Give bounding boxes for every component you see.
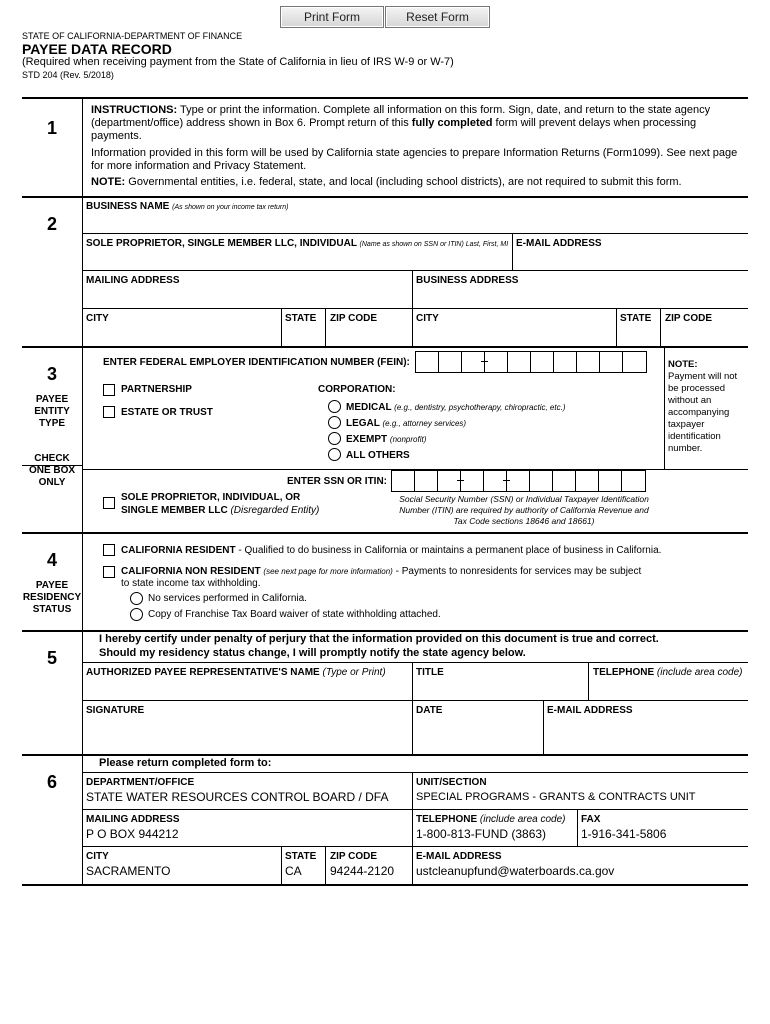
ssn-label: ENTER SSN OR ITIN: [287, 476, 388, 487]
col-line [412, 772, 413, 884]
col-line [412, 662, 413, 754]
row-line [82, 846, 748, 847]
business-city-label: CITY [416, 313, 439, 324]
col-line [660, 308, 661, 346]
all-others-radio[interactable] [328, 448, 341, 461]
state-label: STATE [285, 313, 317, 324]
print-form-button[interactable]: Print Form [280, 6, 384, 28]
estate-trust-label: ESTATE OR TRUST [121, 407, 213, 418]
gov-note-label: NOTE: [91, 176, 126, 188]
return-mailing-label: MAILING ADDRESS [86, 814, 180, 825]
col-line [543, 700, 544, 754]
col-line [512, 233, 513, 270]
info-text: Information provided in this form will be used by California state agencies to prepare Information Returns (Form1099). See next page for more information and Privacy Statement. [91, 147, 738, 172]
fax-label: FAX [581, 814, 601, 825]
title-label: TITLE [416, 667, 444, 678]
section3-divider [82, 347, 83, 532]
dept-label: DEPARTMENT/OFFICE [86, 777, 195, 788]
col-line [664, 347, 665, 469]
section2-divider [82, 197, 83, 346]
email-label: E-MAIL ADDRESS [516, 238, 602, 249]
all-others-label: ALL OTHERS [346, 450, 410, 461]
medical-label: MEDICAL (e.g., dentistry, psychotherapy, chiropractic, etc.) [346, 402, 566, 413]
section5-top-rule [22, 630, 748, 632]
ca-resident-label: CALIFORNIA RESIDENT - Qualified to do business in California or maintains a permanent place of business in California. [121, 545, 662, 556]
col-line [616, 308, 617, 346]
zip-label: ZIP CODE [330, 313, 378, 324]
sole-prop-label: SOLE PROPRIETOR, SINGLE MEMBER LLC, INDIVIDUAL (Name as shown on SSN or ITIN) Last, First, MI [86, 238, 509, 249]
col-line [588, 662, 589, 700]
fax-value: 1-916-341-5806 [581, 827, 667, 841]
section6-top-rule [22, 754, 748, 756]
partnership-label: PARTNERSHIP [121, 384, 192, 395]
section5-divider [82, 631, 83, 754]
exempt-radio[interactable] [328, 432, 341, 445]
reset-form-button[interactable]: Reset Form [385, 6, 490, 28]
business-name-label: BUSINESS NAME (As shown on your income tax return) [86, 201, 289, 212]
business-address-label: BUSINESS ADDRESS [416, 275, 519, 286]
rep-name-label: AUTHORIZED PAYEE REPRESENTATIVE'S NAME (Type or Print) [86, 667, 386, 678]
return-to-label: Please return completed form to: [99, 757, 272, 769]
section6-number: 6 [46, 772, 57, 792]
business-state-label: STATE [620, 313, 652, 324]
section4-divider [82, 533, 83, 630]
row-line [82, 270, 748, 271]
form-subtitle: (Required when receiving payment from the State of California in lieu of IRS W-9 or W-7) [22, 56, 454, 68]
legal-label: LEGAL (e.g., attorney services) [346, 418, 467, 429]
section4-number: 4 [46, 550, 57, 570]
section4-top-rule [22, 532, 748, 534]
no-services-label: No services performed in California. [148, 593, 307, 604]
waiver-label: Copy of Franchise Tax Board waiver of state withholding attached. [148, 609, 441, 620]
gov-note [91, 176, 741, 189]
unit-label: UNIT/SECTION [416, 777, 487, 788]
fein-input[interactable] [415, 351, 647, 373]
rep-email-label: E-MAIL ADDRESS [547, 705, 633, 716]
ca-nonresident-label: CALIFORNIA NON RESIDENT (see next page for more information) - Payments to nonresidents for services may be subject [121, 566, 642, 577]
city-label: CITY [86, 313, 109, 324]
section1-top-rule [22, 97, 748, 99]
mailing-address-label: MAILING ADDRESS [86, 275, 180, 286]
dept-value: STATE WATER RESOURCES CONTROL BOARD / DFA [86, 790, 389, 804]
ssn-input[interactable] [391, 470, 646, 492]
estate-trust-checkbox[interactable] [103, 406, 115, 418]
section6-divider [82, 755, 83, 884]
gov-note-text: Governmental entities, i.e. federal, state, and local (including school districts), are not required to submit this form. [128, 176, 682, 188]
col-line [577, 809, 578, 846]
return-email-label: E-MAIL ADDRESS [416, 851, 502, 862]
return-city-value: SACRAMENTO [86, 864, 171, 878]
row-line [82, 662, 748, 663]
instructions-label: INSTRUCTIONS: [91, 104, 178, 116]
ca-resident-checkbox[interactable] [103, 544, 115, 556]
col-line [281, 846, 282, 884]
agency-name: STATE OF CALIFORNIA-DEPARTMENT OF FINANCE [22, 31, 243, 41]
tin-note: NOTE: Payment will not be processed without an accompanying taxpayer identification number. [668, 359, 738, 454]
row-line [82, 233, 748, 234]
payee-residency-label: PAYEE RESIDENCY STATUS [22, 580, 82, 615]
col-line [325, 846, 326, 884]
row-line [82, 809, 748, 810]
section5-number: 5 [46, 648, 57, 668]
ssn-note: Social Security Number (SSN) or Individual Taxpayer Identification Number (ITIN) are required by authority of California Revenue and Tax Code sections 18646 and 18661) [399, 494, 649, 526]
sole-prop-checkbox[interactable] [103, 497, 115, 509]
instructions-bold: fully completed [411, 117, 493, 129]
section1-number: 1 [46, 118, 57, 138]
return-tel-label: TELEPHONE (include area code) [416, 814, 566, 825]
row-line [82, 308, 748, 309]
sole-prop-line2: SINGLE MEMBER LLC (Disregarded Entity) [121, 505, 320, 516]
return-email-value: ustcleanupfund@waterboards.ca.gov [416, 864, 615, 878]
row-line [82, 700, 748, 701]
col-line [325, 308, 326, 346]
return-mailing-value: P O BOX 944212 [86, 827, 179, 841]
section2-number: 2 [46, 214, 57, 234]
nonresident-text2: to state income tax withholding. [121, 578, 261, 589]
ca-nonresident-checkbox[interactable] [103, 566, 115, 578]
return-state-value: CA [285, 864, 302, 878]
payee-entity-type-label: PAYEE ENTITY TYPE [34, 394, 70, 429]
fein-label: ENTER FEDERAL EMPLOYER IDENTIFICATION NUMBER (FEIN): [103, 357, 410, 368]
business-zip-label: ZIP CODE [665, 313, 713, 324]
check-one-box-label: CHECK ONE BOX ONLY [28, 453, 76, 488]
return-city-label: CITY [86, 851, 109, 862]
instructions-part-b: form will prevent delays when processing payments. [91, 117, 697, 142]
section1-divider [82, 98, 83, 197]
certify-line1: I hereby certify under penalty of perjury that the information provided on this document is true and correct. [99, 633, 659, 645]
legal-radio[interactable] [328, 416, 341, 429]
section3-number: 3 [46, 364, 57, 384]
return-zip-value: 94244-2120 [330, 864, 395, 878]
section2-top-rule [22, 196, 748, 198]
form-title: PAYEE DATA RECORD [22, 41, 172, 57]
corporation-label: CORPORATION: [318, 384, 396, 395]
certify-line2: Should my residency status change, I will promptly notify the state agency below. [99, 647, 526, 659]
medical-radio[interactable] [328, 400, 341, 413]
unit-value: SPECIAL PROGRAMS - GRANTS & CONTRACTS UNIT [416, 791, 696, 803]
col-line [281, 308, 282, 346]
instructions-text [91, 104, 741, 143]
form-bottom-rule [22, 884, 748, 886]
partnership-checkbox[interactable] [103, 384, 115, 396]
signature-label: SIGNATURE [86, 705, 145, 716]
return-tel-value: 1-800-813-FUND (3863) [416, 827, 547, 841]
telephone-label: TELEPHONE (include area code) [593, 667, 743, 678]
no-services-radio[interactable] [130, 592, 143, 605]
form-id: STD 204 (Rev. 5/2018) [22, 70, 114, 80]
sole-prop-line1: SOLE PROPRIETOR, INDIVIDUAL, OR [121, 492, 301, 503]
row-line [82, 772, 748, 773]
waiver-radio[interactable] [130, 608, 143, 621]
section3-top-rule [22, 346, 748, 348]
return-state-label: STATE [285, 851, 317, 862]
instructions-part-a: Type or print the information. Complete all information on this form. Sign, date, and return to the state agency (department/office) address shown in Box 6. Prompt return of this [91, 104, 711, 129]
return-zip-label: ZIP CODE [330, 851, 378, 862]
date-label: DATE [416, 705, 443, 716]
exempt-label: EXEMPT (nonprofit) [346, 434, 427, 445]
